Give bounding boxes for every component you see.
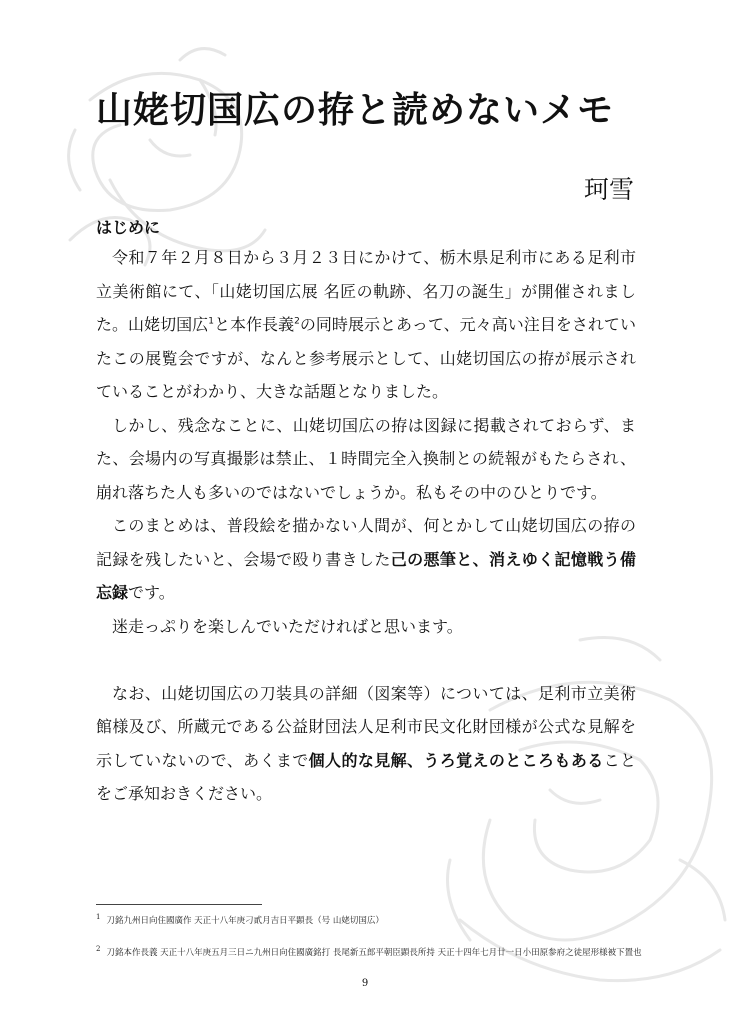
footnote-1: $^1$ 刀銘九州日向住國廣作 天正十八年庚刁貳月吉日平顕長（号 山姥切国広） (96, 913, 384, 926)
section-heading: はじめに (96, 218, 161, 237)
paragraph-3: このまとめは、普段絵を描かない人間が、何とかして山姥切国広の拵の記録を残したいと、会場で殴り書きした己の悪筆と、消えゆく記憶戦う備忘録です。 (96, 516, 636, 602)
page-title: 山姥切国広の拵と読めないメモ (96, 90, 615, 131)
body-text (96, 241, 636, 811)
author-name: 珂雪 (583, 175, 634, 204)
paragraph-1: 令和７年２月８日から３月２３日にかけて、栃木県足利市にある足利市立美術館にて、「山姥切国広展 名匠の軌跡、名刀の誕生」が開催されました。山姥切国広$^1$と本作長義$^2$の同時展示とあって、元々高い注目をされていたこの展覧会ですが、なんと参考展示として、山姥切国広の拵が展示されていることがわかり、大きな話題となりました。 (96, 248, 636, 401)
paragraph-4: 迷走っぷりを楽しんでいただければと思います。 (112, 616, 463, 636)
page-number: 9 (361, 978, 369, 989)
footnote-divider (96, 904, 262, 905)
footnote-ref-2[interactable]: 2 (294, 316, 300, 327)
paragraph-2: しかし、残念なことに、山姥切国広の拵は図録に掲載されておらず、また、会場内の写真撮影は禁止、１時間完全入換制との続報がもたらされ、崩れ落ちた人も多いのではないでしょうか。私もその中のひとりです。 (96, 415, 636, 502)
footnote-2: $^2$ 刀銘本作長義 天正十八年庚五月三日ニ九州日向住國廣銘打 長尾新五郎平朝臣顕長所持 天正十四年七月廿一日小田原参府之徒屋形様被下置也 (96, 945, 642, 958)
footnote-ref-1[interactable]: 1 (208, 316, 214, 327)
paragraph-5: なお、山姥切国広の刀装具の詳細（図案等）については、足利市立美術館様及び、所蔵元である公益財団法人足利市民文化財団様が公式な見解を示していないので、あくまで個人的な見解、うろ覚えのところもあることをご承知おきください。 (96, 683, 636, 803)
emphasis-text: 個人的な見解、うろ覚えのところもある (308, 750, 604, 770)
emphasis-text: 己の悪筆と、消えゆく記憶戦う備忘録 (96, 549, 636, 602)
